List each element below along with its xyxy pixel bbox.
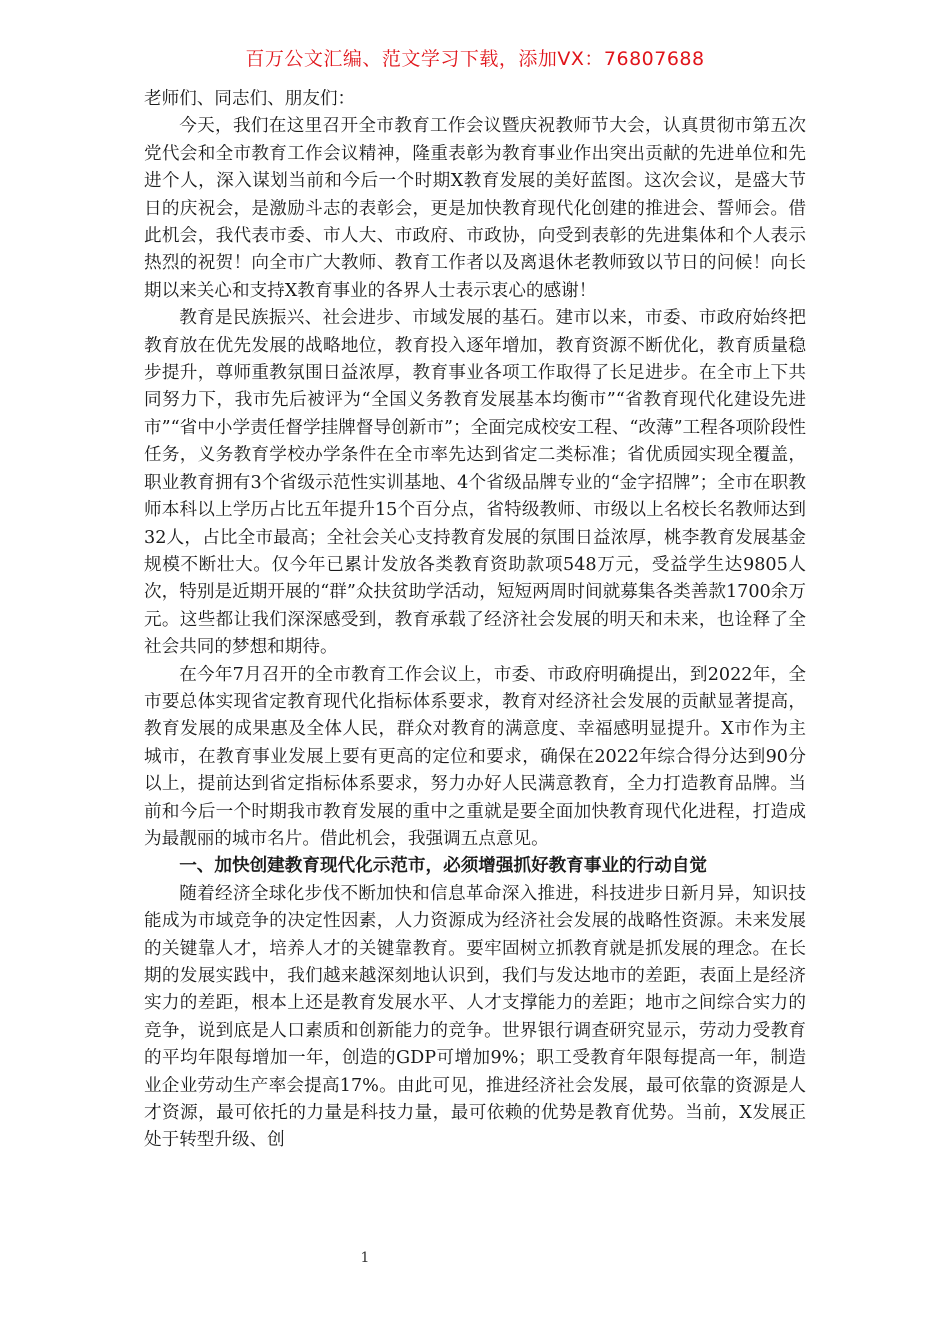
- document-body: [144, 86, 806, 1155]
- paragraph-achievements: 教育是民族振兴、社会进步、市域发展的基石。建市以来，市委、市政府始终把教育放在优先发展的战略地位，教育投入逐年增加，教育资源不断优化，教育质量稳步提升，尊师重教氛围日益浓厚，教育事业各项工作取得了长足进步。在全市上下共同努力下，我市先后被评为“全国义务教育发展基本均衡市”“省教育现代化建设先进市”“省中小学责任督学挂牌督导创新市”；全面完成校安工程、“改薄”工程各项阶段性任务，义务教育学校办学条件在全市率先达到省定二类标准；省优质园实现全覆盖，职业教育拥有3个省级示范性实训基地、4个省级品牌专业的“金字招牌”；全市在职教师本科以上学历占比五年提升15个百分点，省特级教师、市级以上名校长名教师达到32人，占比全市最高；全社会关心支持教育发展的氛围日益浓厚，桃李教育发展基金规模不断壮大。仅今年已累计发放各类教育资助款项548万元，受益学生达9805人次，特别是近期开展的“群”众扶贫助学活动，短短两周时间就募集各类善款1700余万元。这些都让我们深深感受到，教育承载了经济社会发展的明天和未来，也诠释了全社会共同的梦想和期待。: [144, 308, 806, 658]
- page-number: 1: [360, 1250, 370, 1266]
- paragraph-opening: 今天，我们在这里召开全市教育工作会议暨庆祝教师节大会，认真贯彻市第五次党代会和全市教育工作会议精神，隆重表彰为教育事业作出突出贡献的先进单位和先进个人，深入谋划当前和今后一个时期X教育发展的美好蓝图。这次会议，是盛大节日的庆祝会，是激励斗志的表彰会，更是加快教育现代化创建的推进会、誓师会。借此机会，我代表市委、市人大、市政府、市政协，向受到表彰的先进集体和个人表示热烈的祝贺！向全市广大教师、教育工作者以及离退休老教师致以节日的问候！向长期以来关心和支持X教育事业的各界人士表示衷心的感谢！: [144, 116, 806, 301]
- paragraph-goals: 在今年7月召开的全市教育工作会议上，市委、市政府明确提出，到2022年，全市要总体实现省定教育现代化指标体系要求，教育对经济社会发展的贡献显著提高，教育发展的成果惠及全体人民，群众对教育的满意度、幸福感明显提升。X市作为主城市，在教育事业发展上要有更高的定位和要求，确保在2022年综合得分达到90分以上，提前达到省定指标体系要求，努力办好人民满意教育，全力打造教育品牌。当前和今后一个时期我市教育发展的重中之重就是要全面加快教育现代化进程，打造成为最靓丽的城市名片。借此机会，我强调五点意见。: [144, 664, 806, 849]
- download-banner: 百万公文汇编、范文学习下载，添加VX：76807688: [245, 48, 705, 70]
- salutation: 老师们、同志们、朋友们：: [144, 89, 356, 109]
- section-1-paragraph: 随着经济全球化步伐不断加快和信息革命深入推进，科技进步日新月异，知识技能成为市域竞争的决定性因素，人力资源成为经济社会发展的战略性资源。未来发展的关键靠人才，培养人才的关键靠教育。要牢固树立抓教育就是抓发展的理念。在长期的发展实践中，我们越来越深刻地认识到，我们与发达地市的差距，表面上是经济实力的差距，根本上还是教育发展水平、人才支撑能力的差距；地市之间综合实力的竞争，说到底是人口素质和创新能力的竞争。世界银行调查研究显示，劳动力受教育的平均年限每增加一年，创造的GDP可增加9%；职工受教育年限每提高一年，制造业企业劳动生产率会提高17%。由此可见，推进经济社会发展，最可依靠的资源是人才资源，最可依托的力量是科技力量，最可依赖的优势是教育优势。当前，X发展正处于转型升级、创: [144, 883, 806, 1151]
- section-heading-1: 一、加快创建教育现代化示范市，必须增强抓好教育事业的行动自觉: [179, 856, 708, 877]
